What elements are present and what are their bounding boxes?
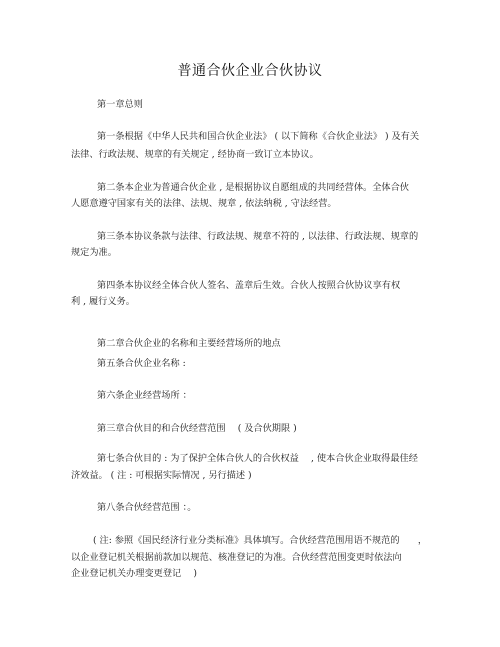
article-3-line-2: 规定为准。	[71, 247, 117, 258]
article-3-line-1: 第三条本协议条款与法律、行政法规、规章不符的 , 以法律、行政法规、规章的	[97, 231, 419, 242]
article-2-line-2: 人愿意遵守国家有关的法律、法规、规章 , 依法纳税 , 守法经营。	[71, 198, 337, 209]
article-4-line-1: 第四条本协议经全体合伙人签名、盖章后生效。合伙人按照合伙协议享有权	[97, 280, 401, 291]
chapter-3-heading: 第三章合伙目的和合伙经营范围 ( 及合伙期限 )	[97, 423, 297, 434]
article-8-line: 第八条合伙经营范围 ：。	[97, 502, 197, 513]
article-5-line: 第五条合伙企业名称 :	[97, 358, 186, 369]
article-1-line-2: 法律、行政法规、规章的有关规定 , 经协商一致订立本协议。	[71, 149, 319, 160]
article-2-line-1: 第二条本企业为普通合伙企业 , 是根据协议自愿组成的共同经营体。全体合伙	[97, 182, 409, 193]
article-7-line-2: 济效益。 ( 注 : 可根据实际情况 , 另行描述 )	[71, 470, 252, 481]
article-6-line: 第六条企业经营场所 ：	[97, 390, 192, 401]
chapter-2-heading: 第二章合伙企业的名称和主要经营场所的地点	[97, 338, 281, 349]
note-line-2: 以企业登记机关根据前款加以规范、核准登记的为准。合伙经营范围变更时依法向	[71, 552, 402, 563]
article-1-line-1: 第一条根据《中华人民共和国合伙企业法》 ( 以下简称《合伙企业法》 ) 及有关	[97, 131, 420, 142]
article-7-line-1: 第七条合伙目的 : 为了保护全体合伙人的合伙权益 , 使本合伙企业取得最佳经	[97, 453, 418, 464]
chapter-1-heading: 第一章总则	[97, 99, 143, 110]
note-line-3: 企业登记机关办理变更登记 )	[71, 568, 197, 579]
article-4-line-2: 利 , 履行义务。	[71, 296, 135, 307]
document-title: 普通合伙企业合伙协议	[177, 63, 323, 79]
note-line-1: ( 注: 参照《国民经济行业分类标准》具体填写。合伙经营范围用语不规范的 ，	[93, 535, 428, 546]
